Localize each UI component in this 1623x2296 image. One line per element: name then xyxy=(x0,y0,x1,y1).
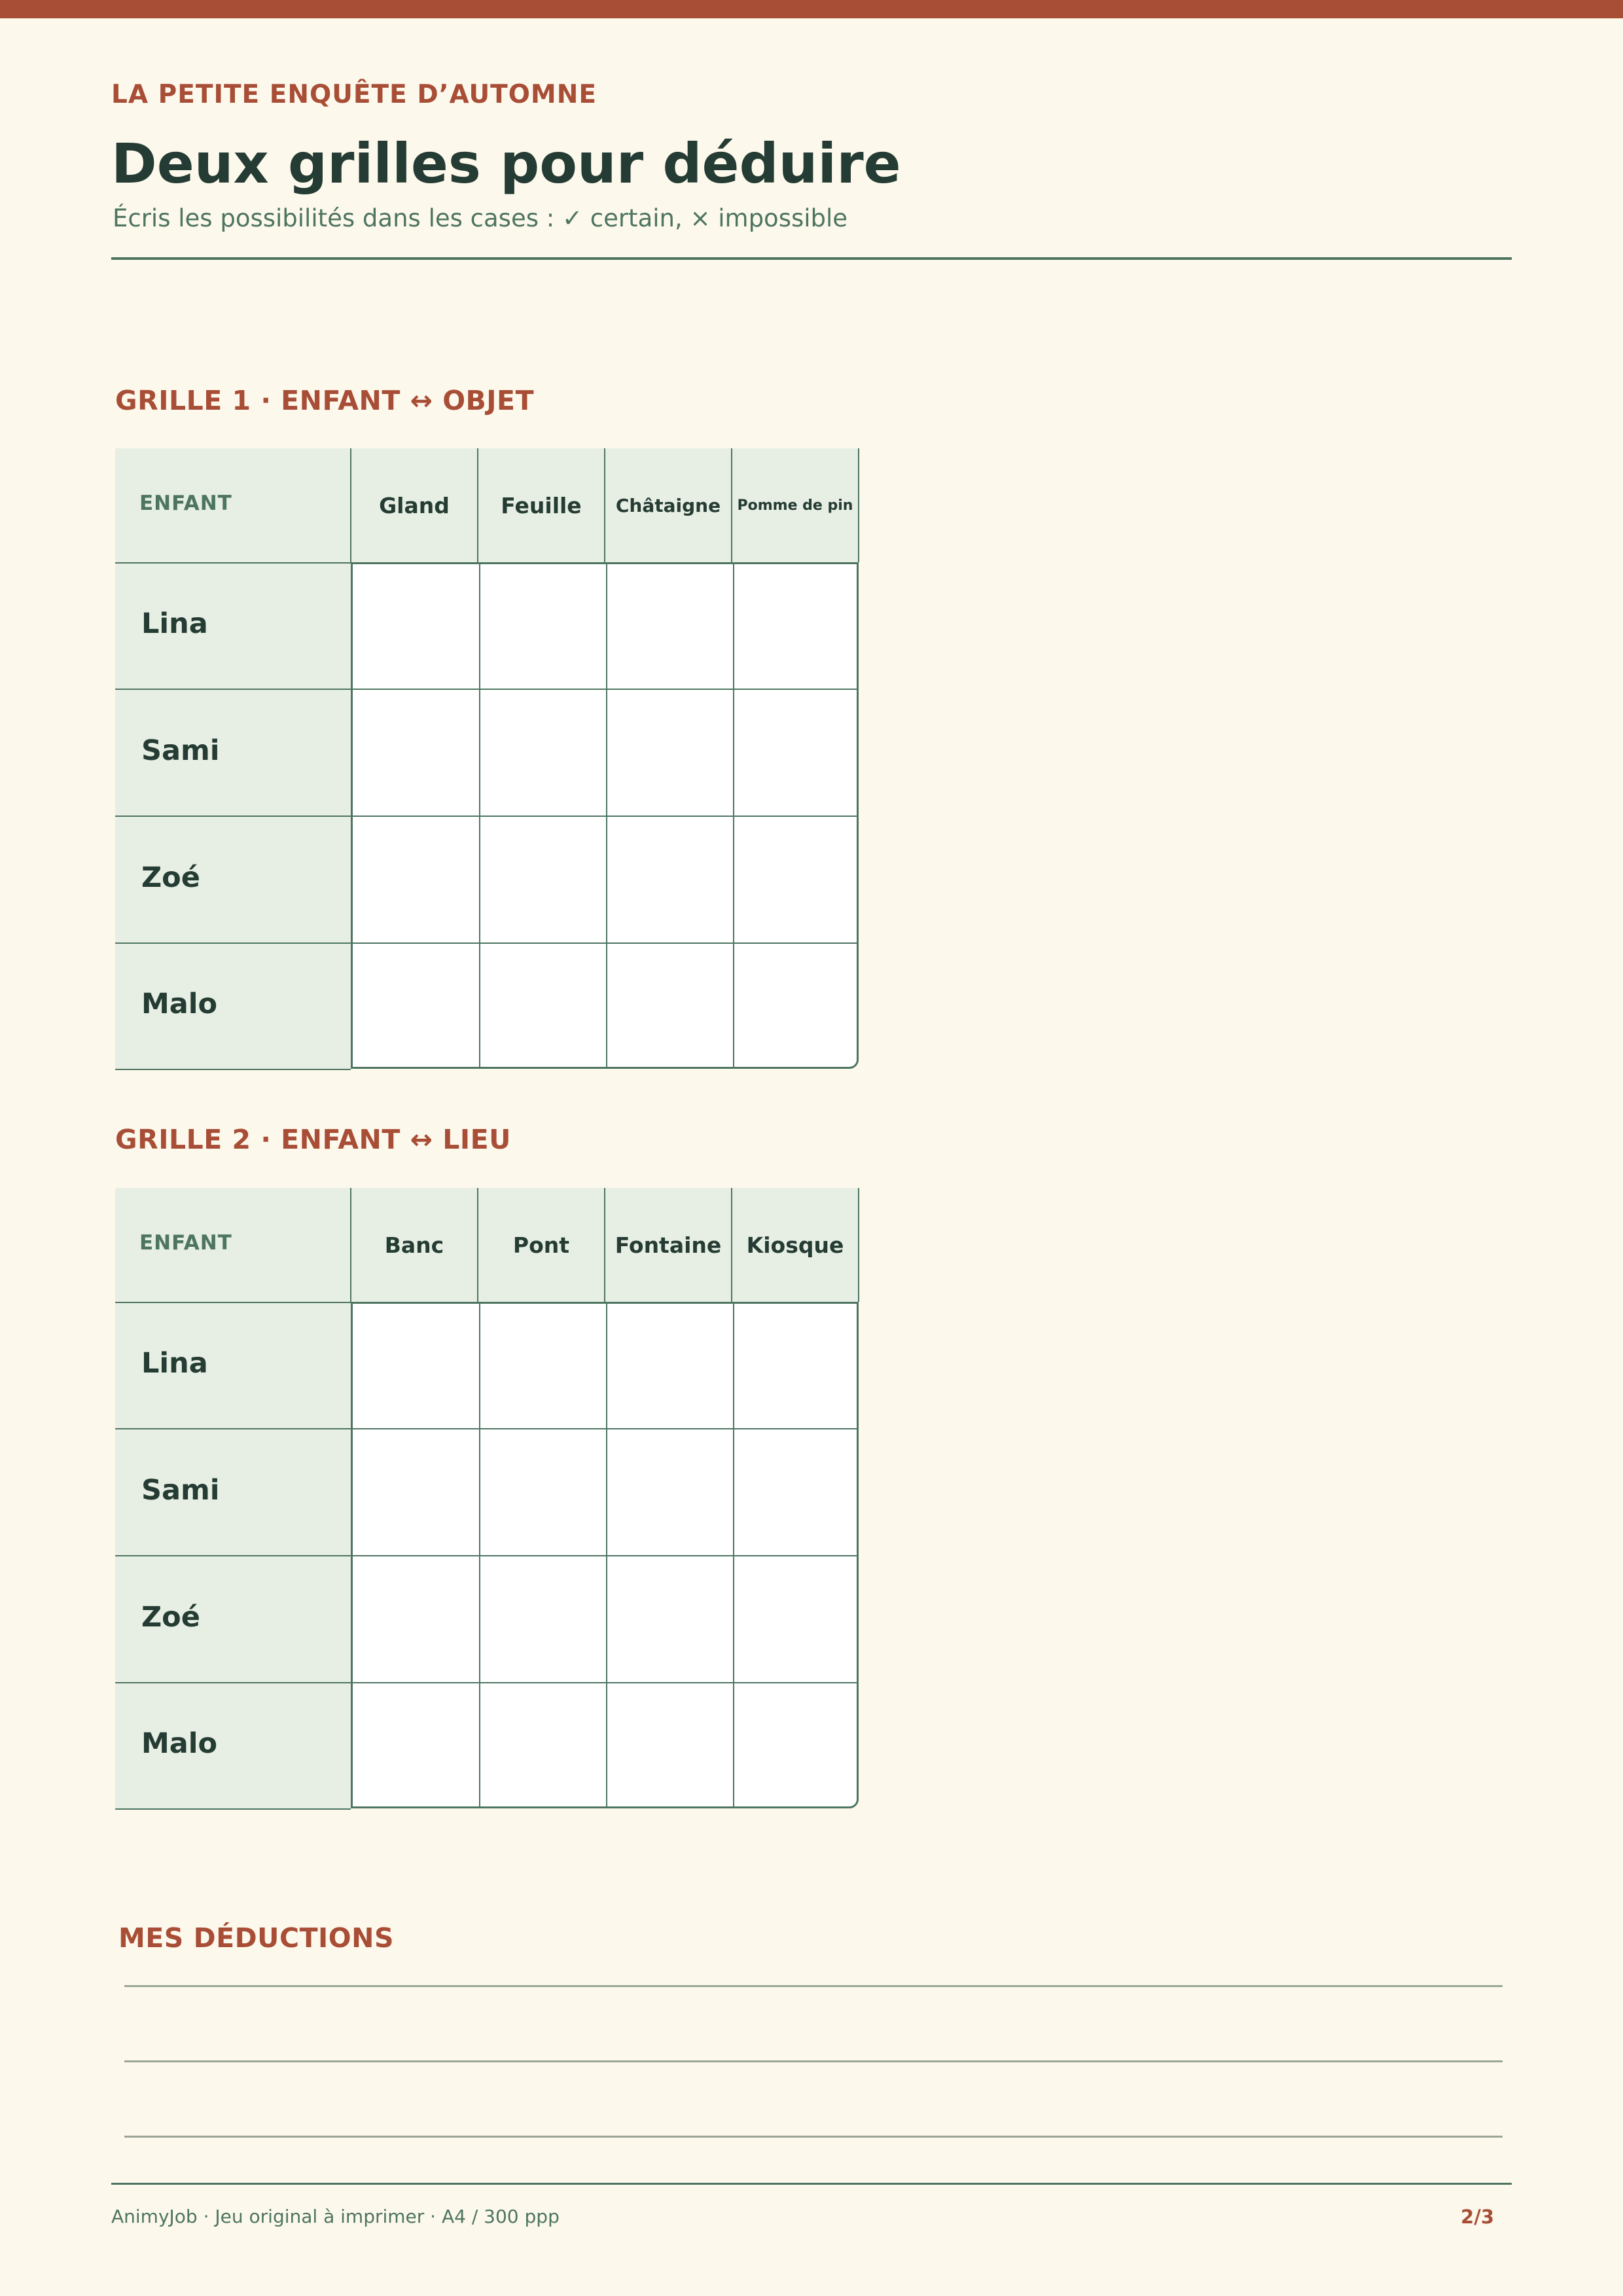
grid-2-row-header: Zoé xyxy=(141,1601,200,1634)
grid-line xyxy=(353,942,857,944)
footer-credits: AnimyJob · Jeu original à imprimer · A4 / 300 ppp xyxy=(111,2206,560,2227)
grid-1-row-divider xyxy=(115,562,351,564)
grid-1-title: GRILLE 1 · ENFANT ↔ OBJET xyxy=(115,385,535,416)
grid-1-row-divider xyxy=(115,816,351,817)
grid-line xyxy=(353,816,857,817)
grid-line xyxy=(353,1428,857,1429)
page-number: 2/3 xyxy=(1461,2206,1494,2228)
grid-1-row-header: Zoé xyxy=(141,861,200,894)
grid-1-col-header: Pomme de pin xyxy=(732,448,859,562)
footer-divider xyxy=(111,2183,1512,2185)
grid-2-row-header: Sami xyxy=(141,1474,220,1507)
grid-2 xyxy=(115,1188,859,1810)
grid-line xyxy=(353,689,857,690)
grid-2-row-header: Lina xyxy=(141,1347,208,1380)
grid-1-answer-area[interactable] xyxy=(351,562,859,1069)
grid-1-col-header: Châtaigne xyxy=(605,448,732,562)
grid-2-col-header: Banc xyxy=(350,1188,478,1302)
grid-2-col-header: Pont xyxy=(478,1188,605,1302)
grid-1-col-header: Gland xyxy=(350,448,478,562)
writing-line[interactable] xyxy=(124,2136,1503,2138)
grid-line xyxy=(353,1682,857,1683)
top-accent-bar xyxy=(0,0,1623,18)
grid-1-row-header: Lina xyxy=(141,607,208,640)
page-eyebrow: LA PETITE ENQUÊTE D’AUTOMNE xyxy=(111,80,597,109)
grid-2-row-divider xyxy=(115,1555,351,1556)
grid-1-row-header: Malo xyxy=(141,988,218,1020)
page-subtitle: Écris les possibilités dans les cases : ✓ certain, × impossible xyxy=(113,204,848,232)
grid-1-row-header: Sami xyxy=(141,734,220,767)
grid-1-row-divider xyxy=(115,942,351,944)
grid-2-col-header: Kiosque xyxy=(732,1188,859,1302)
page-title: Deux grilles pour déduire xyxy=(111,132,901,196)
grid-1-corner-label: ENFANT xyxy=(139,492,232,515)
grid-1-row-divider xyxy=(115,689,351,690)
grid-line xyxy=(353,1555,857,1556)
grid-2-row-divider xyxy=(115,1302,351,1303)
grid-2-row-divider xyxy=(115,1428,351,1429)
header-divider xyxy=(111,257,1512,260)
writing-line[interactable] xyxy=(124,1985,1503,1987)
grid-1-col-header: Feuille xyxy=(478,448,605,562)
grid-2-answer-area[interactable] xyxy=(351,1302,859,1808)
grid-1 xyxy=(115,448,859,1070)
grid-2-title: GRILLE 2 · ENFANT ↔ LIEU xyxy=(115,1124,511,1155)
grid-2-row-divider xyxy=(115,1682,351,1683)
grid-2-row-header: Malo xyxy=(141,1727,218,1760)
grid-2-col-header: Fontaine xyxy=(605,1188,732,1302)
grid-2-corner-label: ENFANT xyxy=(139,1231,232,1255)
writing-line[interactable] xyxy=(124,2060,1503,2062)
deductions-title: MES DÉDUCTIONS xyxy=(118,1922,394,1954)
